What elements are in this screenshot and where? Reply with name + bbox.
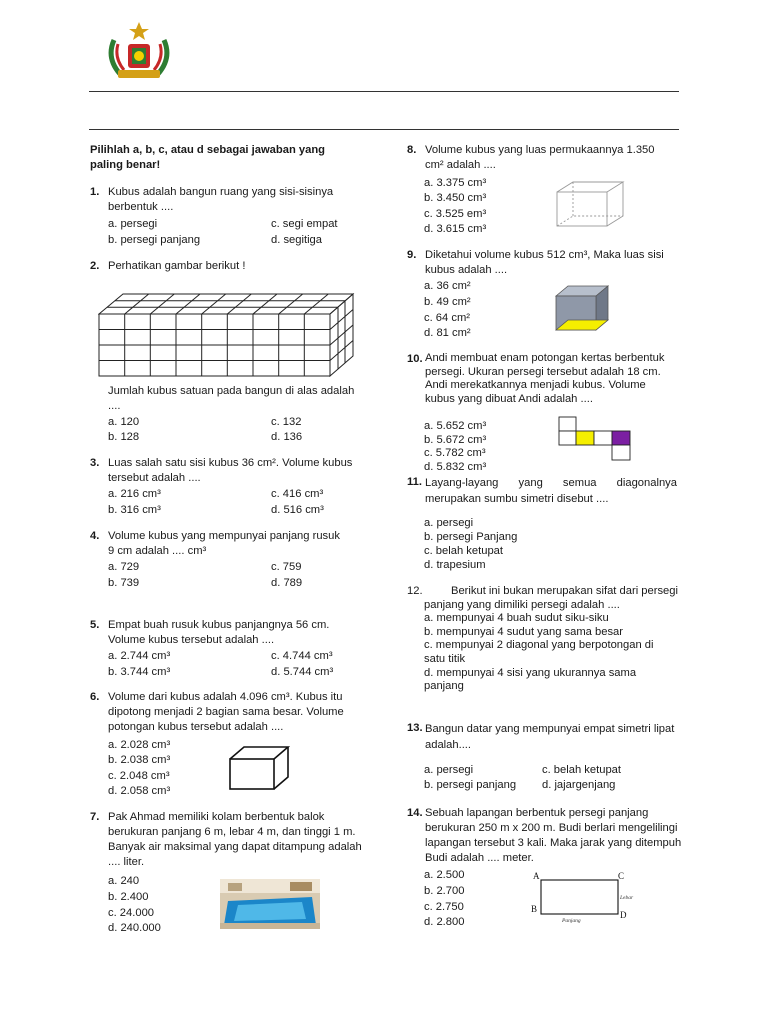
header-divider-top — [89, 91, 679, 92]
option-c[interactable]: c. 132 — [271, 416, 302, 428]
question-number: 3. — [90, 457, 100, 469]
question-number: 4. — [90, 530, 100, 542]
option-d[interactable]: d. mempunyai 4 sisi yang ukurannya sama panjang — [424, 666, 637, 693]
question-text: Kubus adalah bangun ruang yang sisi-sisinya berbentuk .... — [108, 186, 334, 213]
option-b[interactable]: b. 49 cm² — [424, 296, 471, 308]
question-text: Layang-layang yang semua diagonalnya merupakan sumbu simetri disebut .... — [425, 477, 677, 505]
question-text: Pak Ahmad memiliki kolam berbentuk balok berukuran panjang 6 m, lebar 4 m, dan tinggi 1 m. Banyak air maksimal yang dapat ditampung adalah .... liter. — [108, 811, 362, 868]
question-text: Luas salah satu sisi kubus 36 cm². Volume kubus tersebut adalah .... — [108, 457, 353, 484]
option-a[interactable]: a. persegi — [424, 764, 474, 776]
option-b[interactable]: b. mempunyai 4 sudut yang sama besar — [424, 625, 623, 638]
option-d[interactable]: d. jajargenjang — [542, 779, 616, 791]
option-d[interactable]: d. 516 cm³ — [271, 504, 324, 516]
question-text: Bangun datar yang mempunyai empat simetri lipat adalah.... — [425, 723, 675, 751]
question-10 — [407, 352, 682, 476]
option-b[interactable]: b. persegi panjang — [108, 234, 201, 246]
option-c[interactable]: c. mempunyai 2 diagonal yang berpotongan di satu titik — [424, 639, 654, 665]
label-b: B — [531, 904, 538, 914]
question-8 — [407, 143, 682, 239]
option-a[interactable]: a. persegi — [424, 517, 474, 529]
shaded-cube-figure — [552, 284, 612, 334]
question-number: 9. — [407, 249, 417, 261]
question-number: 6. — [90, 691, 100, 703]
question-number: 13. — [407, 722, 423, 734]
question-1 — [90, 185, 370, 250]
option-d[interactable]: d. 240.000 — [108, 922, 161, 934]
question-number: 12. — [407, 585, 423, 597]
option-d[interactable]: d. 3.615 cm³ — [424, 223, 487, 235]
option-a[interactable]: a. 729 — [108, 561, 140, 573]
option-d[interactable]: d. segitiga — [271, 234, 322, 246]
cube-net-figure — [558, 416, 634, 462]
cube-diagram-figure — [553, 178, 629, 230]
option-a[interactable]: a. 2.744 cm³ — [108, 650, 171, 662]
question-number: 5. — [90, 619, 100, 631]
question-2 — [90, 259, 370, 274]
option-c[interactable]: c. 2.048 cm³ — [108, 770, 170, 782]
option-a[interactable]: a. 2.500 — [424, 869, 465, 881]
option-a[interactable]: a. 120 — [108, 416, 140, 428]
label-a: A — [533, 871, 540, 881]
option-b[interactable]: b. 3.450 cm³ — [424, 192, 487, 204]
option-a[interactable]: a. 2.028 cm³ — [108, 739, 171, 751]
option-b[interactable]: b. 316 cm³ — [108, 504, 161, 516]
option-c[interactable]: c. 759 — [271, 561, 302, 573]
question-text: Volume kubus yang luas permukaannya 1.350 cm² adalah .... — [425, 144, 655, 171]
option-c[interactable]: c. 416 cm³ — [271, 488, 324, 500]
question-number: 7. — [90, 811, 100, 823]
option-d[interactable]: d. 2.800 — [424, 916, 465, 928]
option-a[interactable]: a. 3.375 cm³ — [424, 177, 487, 189]
option-d[interactable]: d. trapesium — [424, 559, 486, 571]
option-d[interactable]: d. 5.744 cm³ — [271, 666, 334, 678]
option-b[interactable]: b. 3.744 cm³ — [108, 666, 171, 678]
question-2-body — [90, 384, 370, 446]
swimming-pool-photo — [220, 879, 320, 929]
option-a[interactable]: a. 240 — [108, 875, 140, 887]
label-panjang: Panjang — [562, 918, 581, 924]
option-b[interactable]: b. 2.400 — [108, 891, 149, 903]
rectangle-field-figure — [528, 870, 648, 928]
option-d[interactable]: d. 136 — [271, 431, 303, 443]
question-12 — [407, 585, 682, 711]
question-text-content: Berikut ini bukan merupakan sifat dari persegi panjang yang dimiliki persegi adalah .... — [424, 585, 678, 611]
question-text: Perhatikan gambar berikut ! — [108, 260, 246, 272]
option-c[interactable]: c. belah ketupat — [424, 545, 503, 557]
question-11 — [407, 475, 682, 573]
question-text: Volume kubus yang mempunyai panjang rusuk 9 cm adalah .... cm³ — [108, 530, 340, 557]
option-b[interactable]: b. persegi Panjang — [424, 531, 518, 543]
question-13 — [407, 721, 682, 793]
question-number: 8. — [407, 144, 417, 156]
question-text: Sebuah lapangan berbentuk persegi panjang berukuran 250 m x 200 m. Budi berlari mengelilingi lapangan tersebut 3 kali. Maka jarak yang ditempuh Budi adalah .... meter. — [425, 807, 682, 864]
option-c[interactable]: c. 3.525 em³ — [424, 208, 487, 220]
option-a[interactable]: a. persegi — [108, 218, 158, 230]
option-c[interactable]: c. 4.744 cm³ — [271, 650, 333, 662]
question-3 — [90, 456, 370, 520]
label-c: C — [618, 871, 625, 881]
question-number: 2. — [90, 260, 100, 272]
option-c[interactable]: c. 64 cm² — [424, 312, 471, 324]
school-logo — [104, 20, 174, 84]
question-text: Empat buah rusuk kubus panjangnya 56 cm. Volume kubus tersebut adalah .... — [108, 619, 330, 646]
option-b[interactable]: b. persegi panjang — [424, 779, 517, 791]
question-text: Diketahui volume kubus 512 cm³, Maka luas sisi kubus adalah .... — [425, 249, 664, 276]
header-divider-bottom — [89, 129, 679, 130]
question-4 — [90, 529, 370, 593]
option-d[interactable]: d. 789 — [271, 577, 303, 589]
option-c[interactable]: c. 2.750 — [424, 901, 464, 913]
option-b[interactable]: b. 128 — [108, 431, 140, 443]
option-c[interactable]: c. belah ketupat — [542, 764, 621, 776]
question-9 — [407, 248, 682, 344]
option-b[interactable]: b. 5.672 cm³ — [424, 434, 487, 446]
cube-wireframe-figure — [228, 745, 290, 791]
question-text: Jumlah kubus satuan pada bangun di alas adalah .... — [108, 385, 355, 412]
block-of-cubes-figure — [98, 293, 356, 377]
question-number: 14. — [407, 807, 423, 819]
question-text: Andi membuat enam potongan kertas berbentuk persegi. Ukuran persegi tersebut adalah 18 cm. Andi merekatkannya menjadi kubus. Volume kubus yang dibuat Andi adalah .... — [425, 352, 665, 405]
question-number: 10. — [407, 353, 423, 365]
option-a[interactable]: a. 36 cm² — [424, 280, 471, 292]
label-lebar: Lebar — [620, 895, 634, 901]
question-number: 1. — [90, 186, 100, 198]
option-b[interactable]: b. 2.038 cm³ — [108, 754, 171, 766]
option-b[interactable]: b. 2.700 — [424, 885, 465, 897]
option-c[interactable]: c. 5.782 cm³ — [424, 447, 486, 459]
question-number: 11. — [407, 476, 422, 488]
option-a[interactable]: a. 5.652 cm³ — [424, 420, 487, 432]
option-d[interactable]: d. 2.058 cm³ — [108, 785, 171, 797]
option-d[interactable]: d. 81 cm² — [424, 327, 471, 339]
option-d[interactable]: d. 5.832 cm³ — [424, 461, 487, 473]
question-text — [424, 585, 682, 612]
option-c[interactable]: c. segi empat — [271, 218, 338, 230]
instruction: Pilihlah a, b, c, atau d sebagai jawaban yang paling benar! — [90, 144, 326, 171]
option-b[interactable]: b. 739 — [108, 577, 140, 589]
option-a[interactable]: a. mempunyai 4 buah sudut siku-siku — [424, 612, 609, 625]
question-5 — [90, 618, 370, 682]
option-a[interactable]: a. 216 cm³ — [108, 488, 161, 500]
label-d: D — [620, 910, 627, 920]
option-c[interactable]: c. 24.000 — [108, 907, 155, 919]
question-text: Volume dari kubus adalah 4.096 cm³. Kubus itu dipotong menjadi 2 bagian sama besar. Volume potongan kubus tersebut adalah .... — [108, 691, 344, 733]
